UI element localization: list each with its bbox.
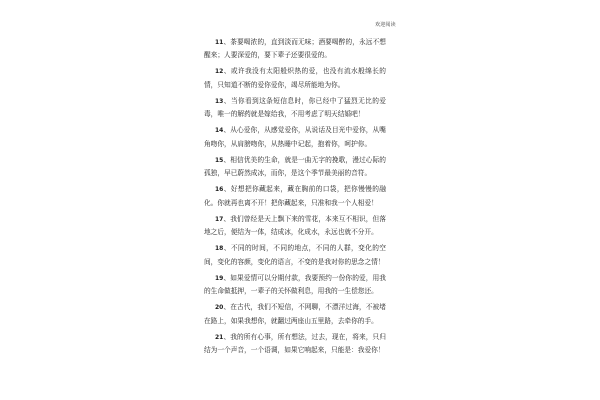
paragraph-text: 、在古代，我们不短信，不网聊，不漂洋过海，不被堵在路上，如果我想你，就翻过两座山五里路，去牵你的手。	[204, 303, 386, 325]
paragraph-15	[204, 154, 386, 180]
paragraph-13	[204, 95, 386, 121]
paragraph-11	[204, 36, 386, 62]
paragraph-text: 、如果爱情可以分期付款，我要预约一份你的爱，用我的生命做抵押，一辈子的关怀做利息，用我的一生偿您还。	[204, 273, 386, 296]
paragraph-number: 20	[215, 304, 224, 312]
paragraph-text: 、我的所有心事，所有想法，过去，现在，将来，只归结为一个声音，一个语调，如果它响起来，只能是：我爱你！	[204, 332, 386, 355]
paragraph-text: 、好想把你藏起来，藏在胸前的口袋，把你慢慢的融化。你就再也离不开！把你藏起来，只准和我一个人相爱！	[204, 185, 386, 207]
paragraph-16	[204, 183, 386, 209]
paragraph-number: 12	[215, 68, 224, 76]
paragraph-number: 17	[215, 215, 224, 223]
document-body	[204, 36, 386, 360]
paragraph-number: 21	[215, 333, 224, 341]
paragraph-text: 、相信优美的生命，就是一曲无字的挽歌，漫过心际的孤独，早已蔚然成冰，而你，是这个季节最美丽的音符。	[204, 155, 386, 178]
paragraph-number: 15	[215, 156, 224, 164]
paragraph-text: 、我们曾经是天上飘下来的雪花，本来互不相识，但落地之后，便结为一体，结成冰，化成水，永远也就不分开。	[204, 214, 386, 237]
paragraph-17	[204, 213, 386, 239]
paragraph-number: 19	[215, 274, 224, 282]
paragraph-text: 、从心爱你，从感觉爱你，从说话及目光中爱你，从嘴角吻你，从肩膀吻你，从热睡中记起，抱着你，呵护你。	[204, 126, 386, 148]
paragraph-number: 14	[215, 127, 224, 135]
header-note: 欢迎阅读	[375, 22, 396, 28]
paragraph-20	[204, 301, 386, 327]
paragraph-21	[204, 331, 386, 357]
paragraph-number: 11	[215, 39, 224, 46]
paragraph-text: 、或许我没有太阳般炽热的爱，也没有流水般绵长的情，只知道不断的爱你爱你，竭尽所能地为你。	[204, 67, 386, 89]
paragraph-text: 、茶要喝浓的，直到淡而无味；酒要喝醉的，永远不想醒来；人要深爱的，要下辈子还要很爱的。	[204, 38, 386, 60]
paragraph-12	[204, 65, 386, 91]
paragraph-text: 、当你看到这条短信息时，你已经中了猛烈无比的爱毒，唯一的解药就是嫁给我，不用考虑了明天结婚吧！	[204, 96, 386, 119]
paragraph-18	[204, 242, 386, 268]
paragraph-number: 16	[215, 186, 224, 194]
paragraph-14	[204, 124, 386, 150]
paragraph-number: 18	[215, 245, 224, 253]
paragraph-19	[204, 272, 386, 298]
paragraph-text: 、不同的时间，不同的地点，不同的人群，变化的空间，变化的容颜，变化的语言，不变的是我对你的思念之情！	[204, 244, 386, 266]
paragraph-number: 13	[215, 97, 224, 105]
